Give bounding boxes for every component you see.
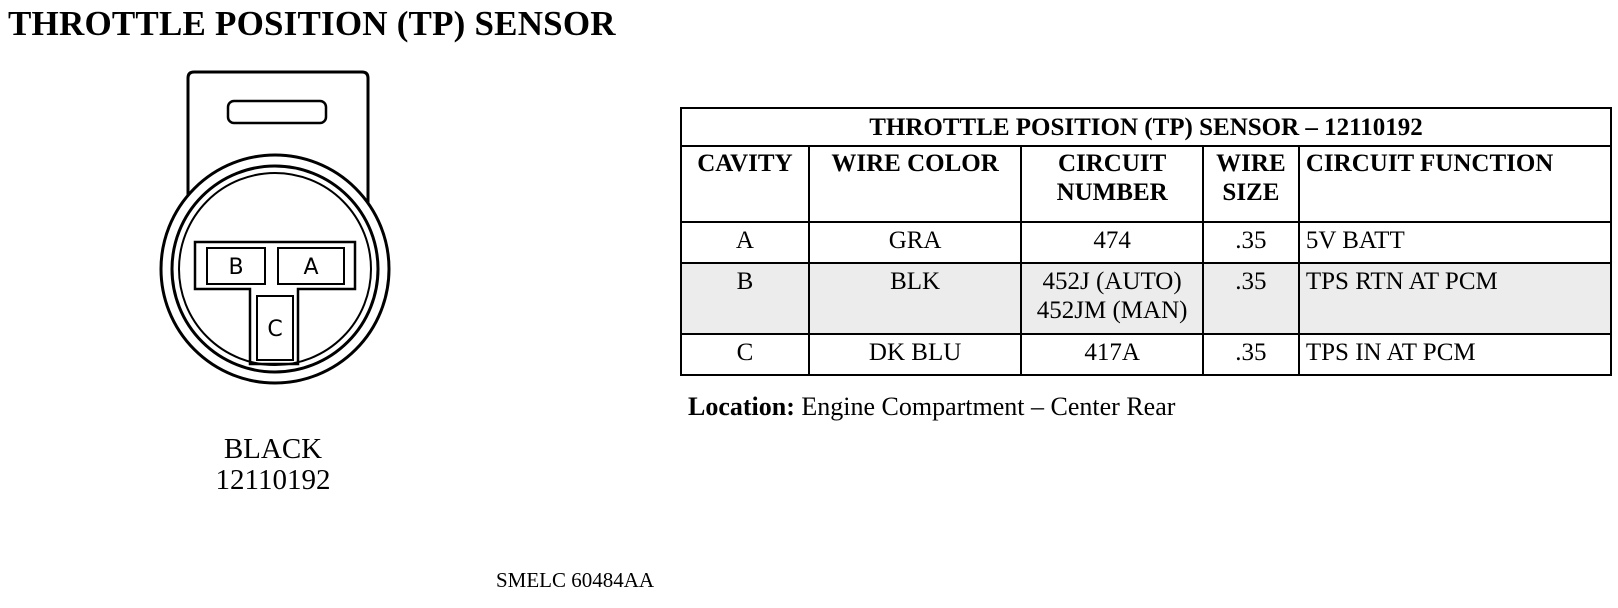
location-value: Engine Compartment – Center Rear: [801, 392, 1176, 421]
cell-cavity: A: [681, 222, 809, 263]
pinout-table: [680, 107, 1612, 376]
circuit-number-line-1: 452J (AUTO): [1042, 268, 1182, 295]
cell-circuit-number: [1021, 263, 1203, 334]
pin-c-label: C: [267, 317, 283, 342]
cell-wire-color: DK BLU: [809, 334, 1021, 375]
cell-circuit-function: TPS RTN AT PCM: [1299, 263, 1611, 334]
header-circuit-number: [1021, 146, 1203, 222]
header-circuit-number-line-2: NUMBER: [1056, 179, 1168, 206]
cell-circuit-number: 417A: [1021, 334, 1203, 375]
header-circuit-function: CIRCUIT FUNCTION: [1299, 146, 1611, 222]
header-wire-color: WIRE COLOR: [809, 146, 1021, 222]
connector-color: BLACK: [223, 433, 323, 465]
cell-wire-color: BLK: [809, 263, 1021, 334]
cell-wire-size: .35: [1203, 222, 1299, 263]
table-row: [681, 334, 1611, 375]
page-title: THROTTLE POSITION (TP) SENSOR: [8, 4, 616, 43]
header-cavity: CAVITY: [681, 146, 809, 222]
connector-caption: [178, 434, 368, 496]
connector-diagram: [150, 68, 400, 418]
cell-wire-size: .35: [1203, 334, 1299, 375]
pin-b-label: B: [228, 255, 244, 280]
header-wire-size-line-1: WIRE: [1216, 150, 1286, 177]
table-row: [681, 222, 1611, 263]
header-wire-size: [1203, 146, 1299, 222]
connector-part-number: 12110192: [215, 464, 331, 496]
location-note: [688, 392, 1175, 422]
figure-code: SMELC 60484AA: [496, 568, 655, 592]
table-title: THROTTLE POSITION (TP) SENSOR – 12110192: [681, 108, 1611, 146]
circuit-number-line-2: 452JM (MAN): [1036, 297, 1188, 324]
table-row: [681, 263, 1611, 334]
cell-cavity: C: [681, 334, 809, 375]
cell-circuit-number: 474: [1021, 222, 1203, 263]
header-circuit-number-line-1: CIRCUIT: [1057, 150, 1167, 177]
pin-a-label: A: [303, 255, 319, 280]
cell-wire-color: GRA: [809, 222, 1021, 263]
location-label: Location:: [688, 392, 795, 421]
cell-circuit-function: TPS IN AT PCM: [1299, 334, 1611, 375]
cell-cavity: B: [681, 263, 809, 334]
cell-circuit-function: 5V BATT: [1299, 222, 1611, 263]
connector-latch-slot: [228, 101, 326, 123]
cell-wire-size: .35: [1203, 263, 1299, 334]
header-wire-size-line-2: SIZE: [1222, 179, 1280, 206]
